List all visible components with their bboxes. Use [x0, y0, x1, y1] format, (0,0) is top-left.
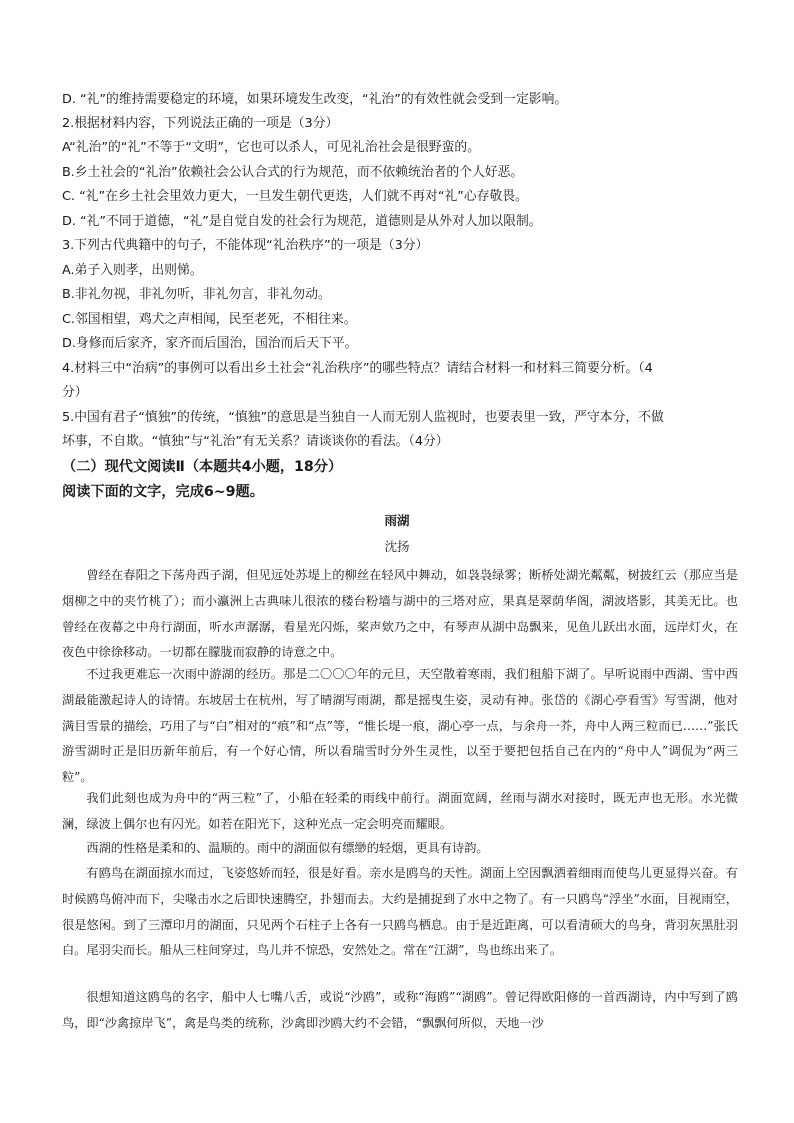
article-paragraph-4: 西湖的性格是柔和的、温顺的。雨中的湖面似有缥缈的轻烟，更具有诗韵。 — [86, 841, 489, 855]
article-title: 雨湖 — [384, 513, 410, 528]
question-3-option-b: B.非礼勿视，非礼勿听，非礼勿言，非礼勿动。 — [62, 287, 331, 302]
article-paragraph-1: 曾经在春阳之下荡舟西子湖，但见远处苏堤上的柳丝在轻风中舞动，如袅袅绿雾；断桥处湖光粼粼，树披红云（那应当是烟柳之中的夹竹桃了）；而小瀛洲上古典味儿很浓的楼台粉墙与湖中的三塔对应，果真是翠荫华阁，湖波塔影，其美无比。也曾经在夜幕之中舟行湖面，听水声潺潺，看星光闪烁，桨声欸乃之中，有琴声从湖中岛飘来，见鱼儿跃出水面，远岸灯火，在夜色中徐徐移动。一切都在朦胧而寂静的诗意之中。 — [62, 568, 738, 660]
article-paragraph-3: 我们此刻也成为舟中的“两三粒”了，小船在轻柔的雨线中前行。湖面宽阔，丝雨与湖水对接时，既无声也无形。水光微澜，绿波上偶尔也有闪光。如若在阳光下，这种光点一定会明亮而耀眼。 — [62, 791, 738, 831]
question-3-option-d: D.身修而后家齐，家齐而后国治，国治而后天下平。 — [62, 336, 358, 351]
question-2-option-b: B.乡土社会的“礼治”依赖社会公认合式的行为规范，而不依赖统治者的个人好恶。 — [62, 165, 524, 180]
question-4-stem-cont: 分） — [62, 385, 88, 400]
article-author: 沈扬 — [384, 539, 410, 554]
article-paragraph-6: 很想知道这鸥鸟的名字，船中人七嘴八舌，或说“沙鸥”，或称“海鸥”“湖鸥”。曾记得欧阳修的一首西湖诗，内中写到了鸥鸟，即“沙禽掠岸飞”，禽是鸟类的统称，沙禽即沙鸥大约不会错，“飘飘何所似，天地一沙 — [62, 990, 738, 1030]
question-4-stem: 4.材料三中“治病”的事例可以看出乡土社会“礼治秩序”的哪些特点？请结合材料一和材料三简要分析。（4 — [62, 361, 653, 376]
question-5-stem-cont: 坏事，不自欺。“慎独”与“礼治”有无关系？请谈谈你的看法。（4分） — [62, 434, 449, 449]
option-1d-text: D. “礼”的维持需要稳定的环境，如果环境发生改变，“礼治”的有效性就会受到一定影响。 — [62, 92, 568, 107]
question-3-option-c: C.邻国相望，鸡犬之声相闻，民至老死，不相往来。 — [62, 312, 357, 327]
question-2-option-a: A“礼治”的“礼”不等于“文明”，它也可以杀人，可见礼治社会是很野蛮的。 — [62, 140, 480, 155]
article-paragraph-5: 有鸥鸟在湖面掠水而过，飞姿悠娇而轻，很是好看。亲水是鸥鸟的天性。湖面上空因飘洒着细雨而使鸟儿更显得兴奋。有时候鸥鸟俯冲而下，尖喙击水之后即快速腾空，扑翅而去。大约是捕捉到了水中之物了。有一只鸥鸟“浮坐”水面，目视雨空，很是悠闲。到了三潭印月的湖面，只见两个石柱子上各有一只鸥鸟栖息。由于是近距离，可以看清硕大的鸟身，背羽灰黑肚羽白。尾羽尖而长。船从三柱间穿过，鸟儿并不惊恐，安然处之。常在“江湖”，鸟也练出来了。 — [62, 866, 738, 958]
article-paragraph-2: 不过我更难忘一次雨中游湖的经历。那是二〇〇〇年的元旦，天空散着寒雨，我们租船下湖了。早听说雨中西湖、雪中西湖最能激起诗人的诗情。东坡居士在杭州，写了晴湖写雨湖，都是摇曳生姿，灵动有神。张岱的《湖心亭看雪》写雪湖，他对满目雪景的描绘，巧用了与“白”相对的“痕”和“点”等，“惟长堤一痕，湖心亭一点，与余舟一芥，舟中人两三粒而已……”张氏游雪湖时正是旧历新年前后，有一个好心情，所以看瑞雪时分外生灵性，以至于要把包括自己在内的“舟中人”调侃为“两三粒”。 — [62, 667, 738, 785]
question-3-stem: 3.下列古代典籍中的句子，不能体现“礼治秩序”的一项是（3分） — [62, 238, 429, 253]
question-3-option-a: A.弟子入则孝，出则悌。 — [62, 263, 203, 278]
question-2-option-c: C. “礼”在乡土社会里效力更大，一旦发生朝代更迭，人们就不再对“礼”心存敬畏。 — [62, 189, 528, 204]
reading-instruction: 阅读下面的文字，完成6~9题。 — [62, 484, 264, 500]
question-2-option-d: D. “礼”不同于道德，“礼”是自觉自发的社会行为规范，道德则是从外对人加以限制。 — [62, 214, 542, 229]
question-2-stem: 2.根据材料内容，下列说法正确的一项是（3分） — [62, 116, 339, 131]
section-heading: （二）现代文阅读Ⅱ（本题共4小题，18分） — [62, 459, 343, 475]
question-5-stem: 5.中国有君子“慎独”的传统，“慎独”的意思是当独自一人而无别人监视时，也要表里一致，严守本分，不做 — [62, 410, 664, 425]
